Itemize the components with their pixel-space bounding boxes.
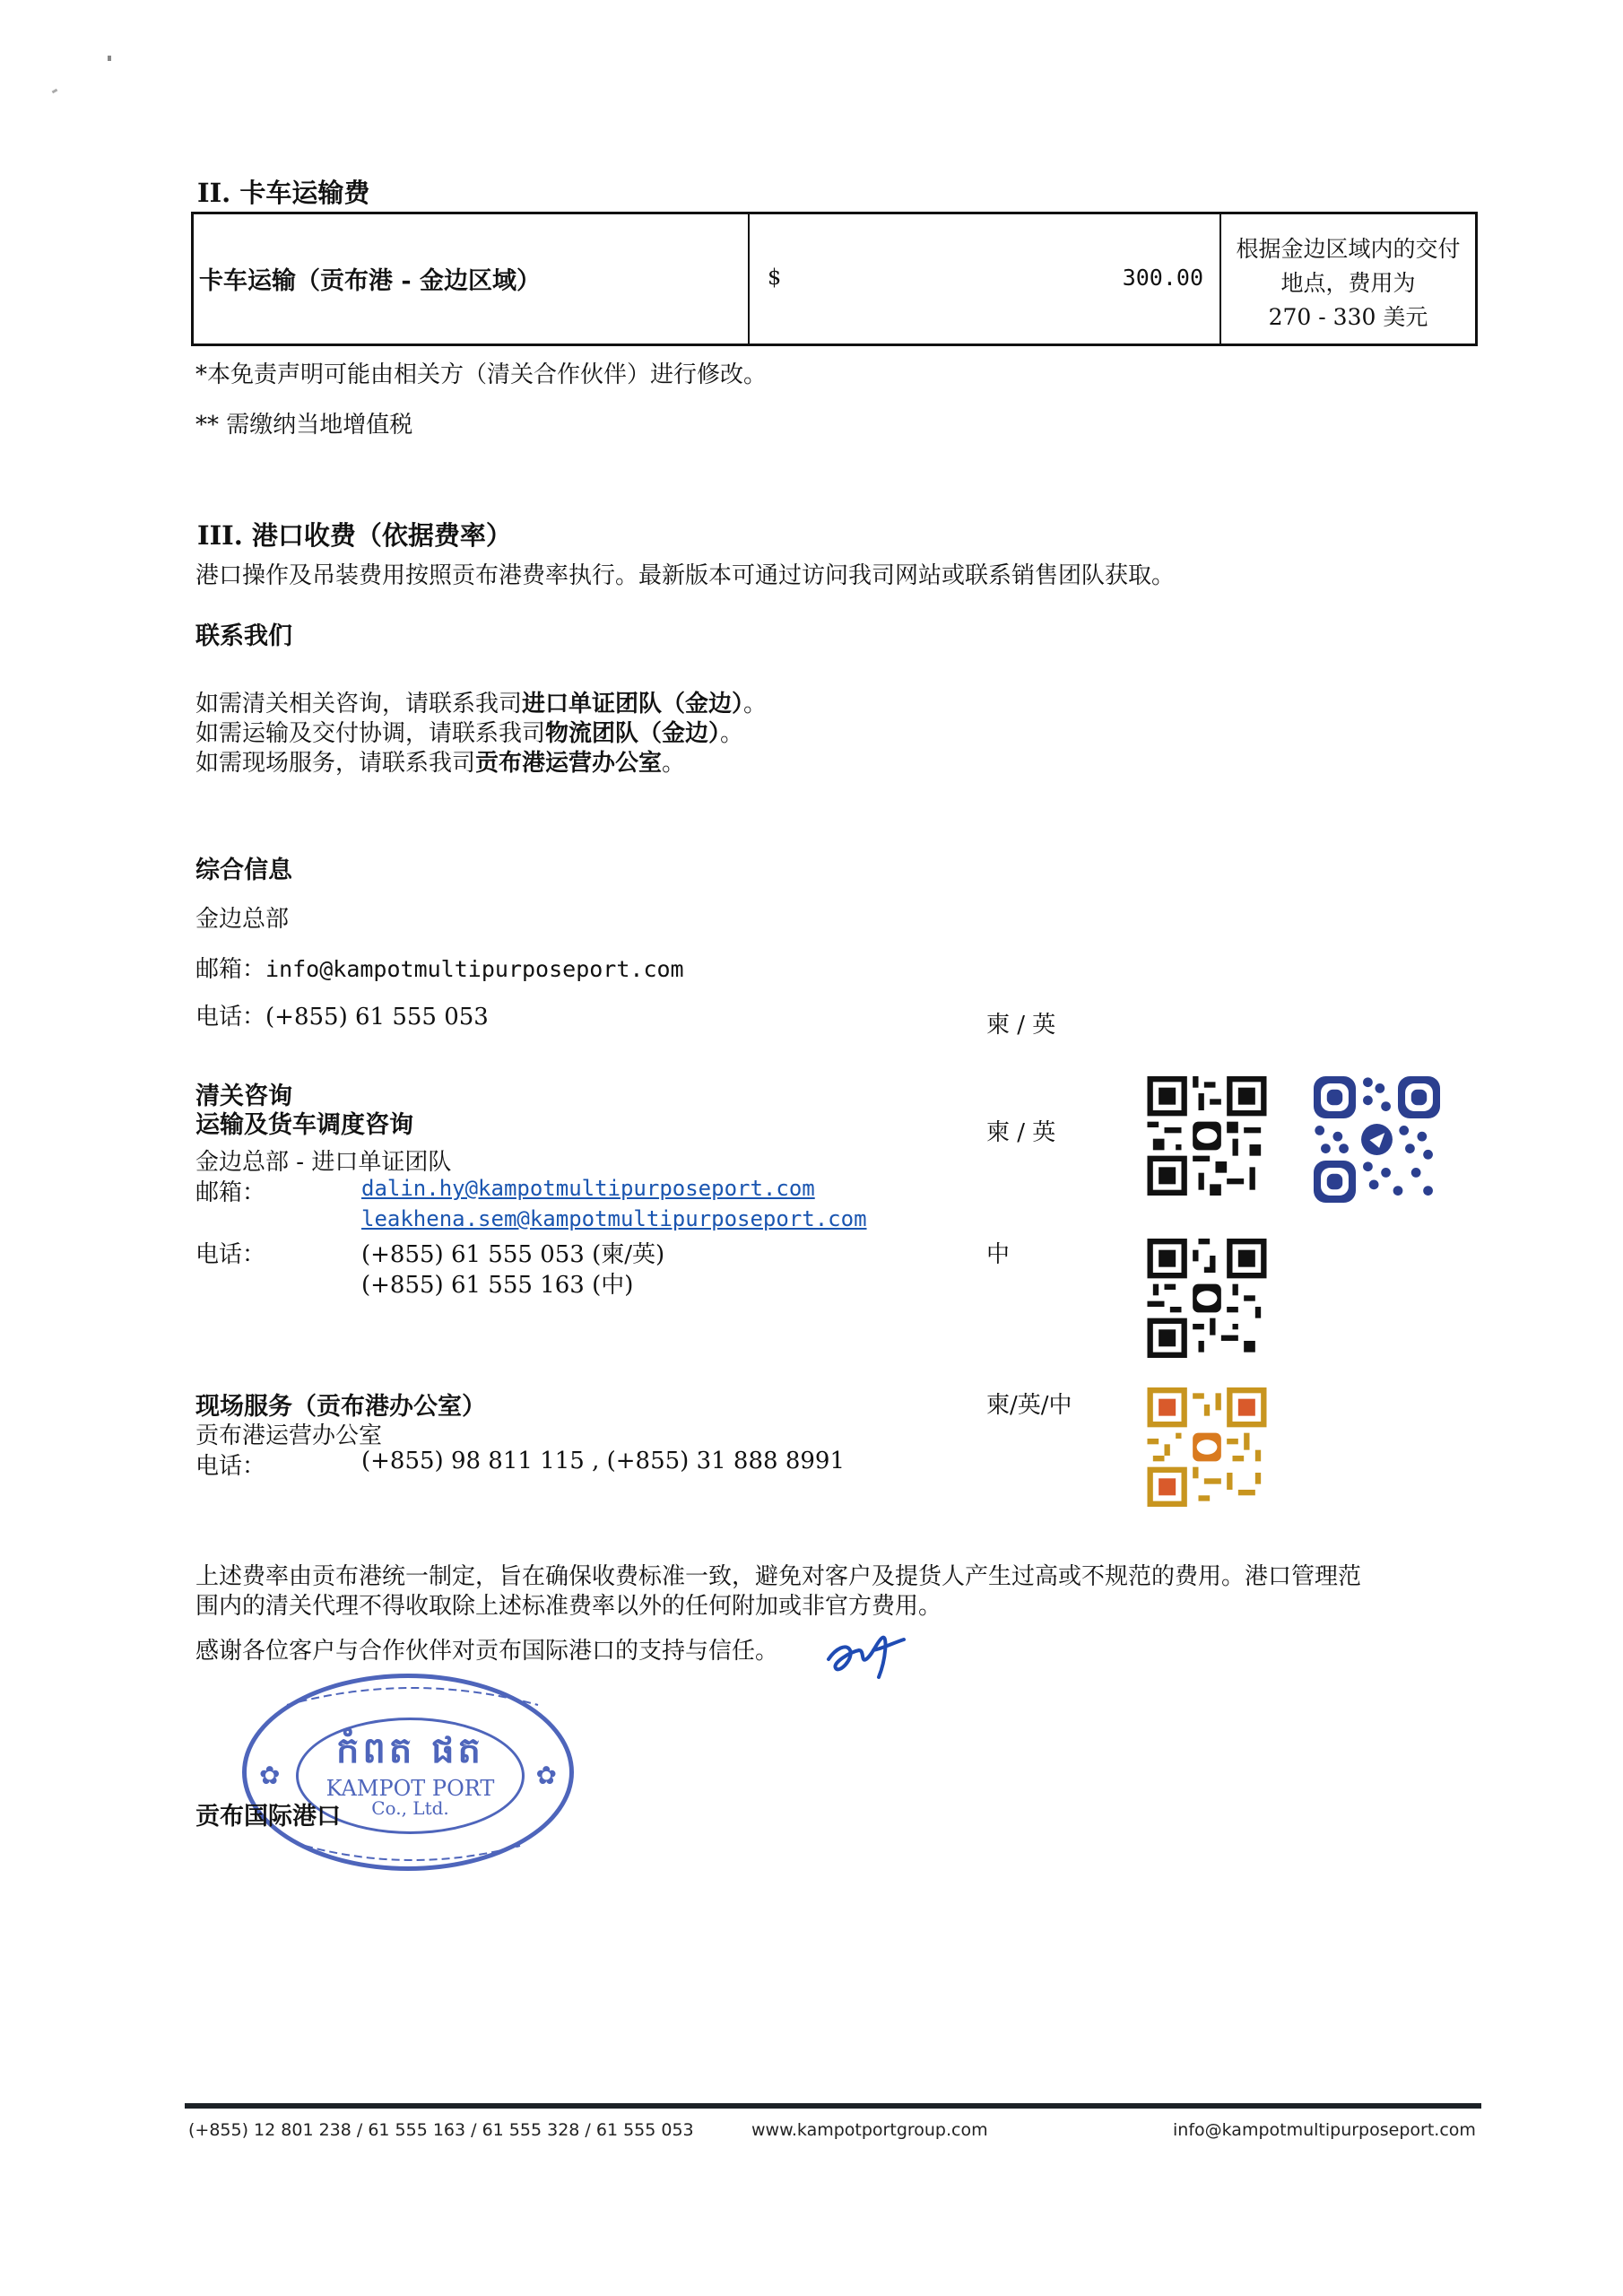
- customs-email-label: 邮箱：: [195, 1179, 266, 1206]
- customs-phone-1: (+855) 61 555 053 (柬/英): [361, 1241, 665, 1268]
- onsite-office: 贡布港运营办公室: [195, 1422, 383, 1449]
- footer-email[interactable]: info@kampotmultipurposeport.com: [1173, 2120, 1476, 2140]
- customs-heading-2: 运输及货车调度咨询: [195, 1111, 413, 1139]
- qr-wechat-gold-icon[interactable]: [1141, 1387, 1272, 1507]
- general-heading: 综合信息: [195, 857, 292, 884]
- disclaimer-2: ** 需缴纳当地增值税: [195, 412, 413, 439]
- qr-wechat-icon[interactable]: [1141, 1076, 1272, 1196]
- stamp-ring-text-bottom: [300, 1844, 525, 1871]
- fee-currency: $: [768, 265, 782, 290]
- stamp-flower-icon: ✿: [535, 1761, 557, 1790]
- stamp-company-suffix: Co., Ltd.: [371, 1797, 449, 1819]
- contact-line-2: 如需运输及交付协调，请联系我司物流团队（金边）。: [195, 720, 744, 747]
- onsite-phones: (+855) 98 811 115 , (+855) 31 888 8991: [361, 1448, 845, 1474]
- fee-note-cell: [1221, 214, 1475, 344]
- general-email-label: 邮箱：: [195, 956, 266, 983]
- customs-phone-2: (+855) 61 555 163 (中): [361, 1272, 634, 1299]
- section3-heading: III. 港口收费（依据费率）: [197, 520, 512, 551]
- onsite-lang: 柬/英/中: [986, 1392, 1072, 1419]
- customs-lang-1: 柬 / 英: [986, 1119, 1056, 1146]
- onsite-heading: 现场服务（贡布港办公室）: [195, 1393, 486, 1421]
- general-phone-row: [195, 998, 489, 1031]
- section3-text: 港口操作及吊装费用按照贡布港费率执行。最新版本可通过访问我司网站或联系销售团队获取。: [195, 562, 1176, 589]
- company-stamp: [242, 1674, 574, 1871]
- general-phone: (+855) 61 555 053: [265, 1004, 489, 1031]
- customs-office: 金边总部 - 进口单证团队: [195, 1149, 452, 1176]
- general-office: 金边总部: [195, 906, 290, 933]
- signature: [823, 1623, 908, 1684]
- fee-service-cell: [194, 214, 750, 344]
- scan-mark: [108, 56, 111, 61]
- fee-note-line: 地点，费用为: [1280, 270, 1416, 296]
- general-lang: 柬 / 英: [986, 1012, 1056, 1039]
- general-email[interactable]: info@kampotmultipurposeport.com: [265, 956, 684, 982]
- footer-phones: (+855) 12 801 238 / 61 555 163 / 61 555 328 / 61 555 053: [188, 2120, 694, 2140]
- fee-note: [1221, 232, 1475, 335]
- general-phone-label: 电话：: [195, 1004, 266, 1031]
- fee-note-line: 270 - 330 美元: [1268, 304, 1428, 330]
- disclaimer-1: *本免责声明可能由相关方（清关合作伙伴）进行修改。: [195, 361, 768, 388]
- scan-mark: [52, 89, 58, 94]
- stamp-ring-text-top: [282, 1680, 542, 1707]
- stamp-flower-icon: ✿: [259, 1761, 281, 1790]
- customs-phone-label: 电话：: [195, 1241, 266, 1268]
- closing-thanks: 感谢各位客户与合作伙伴对贡布国际港口的支持与信任。: [195, 1638, 779, 1665]
- fee-amount-cell: [750, 214, 1221, 344]
- signatory: 贡布国际港口: [195, 1803, 341, 1831]
- footer-website[interactable]: www.kampotportgroup.com: [751, 2120, 988, 2140]
- footer-rule: [185, 2103, 1481, 2109]
- qr-telegram-icon[interactable]: [1307, 1076, 1446, 1203]
- closing-line-1: 上述费率由贡布港统一制定，旨在确保收费标准一致，避免对客户及提货人产生过高或不规范的费用。港口管理范: [195, 1563, 1362, 1590]
- closing-line-2: 围内的清关代理不得收取除上述标准费率以外的任何附加或非官方费用。: [195, 1593, 942, 1620]
- onsite-phone-label: 电话：: [195, 1453, 266, 1480]
- stamp-english-name: KAMPOT PORT: [325, 1776, 495, 1801]
- contact-line-3: 如需现场服务，请联系我司贡布港运营办公室。: [195, 750, 686, 777]
- stamp-khmer-name: កំពត ផត: [336, 1729, 484, 1771]
- section2-heading: II. 卡车运输费: [197, 178, 370, 208]
- fee-service: 卡车运输（贡布港 - 金边区域）: [199, 267, 542, 295]
- qr-wechat-icon[interactable]: [1141, 1239, 1272, 1358]
- general-email-row: [195, 951, 684, 984]
- customs-lang-2: 中: [986, 1241, 1011, 1268]
- fee-note-line: 根据金边区域内的交付: [1236, 236, 1461, 262]
- customs-email-2[interactable]: leakhena.sem@kampotmultipurposeport.com: [361, 1206, 867, 1231]
- fee-amount: 300.00: [1122, 265, 1203, 291]
- customs-heading-1: 清关咨询: [195, 1083, 292, 1110]
- truck-fee-table: [191, 212, 1478, 346]
- customs-email-1[interactable]: dalin.hy@kampotmultipurposeport.com: [361, 1176, 815, 1201]
- contact-heading: 联系我们: [195, 622, 292, 650]
- contact-line-1: 如需清关相关咨询，请联系我司进口单证团队（金边）。: [195, 691, 768, 718]
